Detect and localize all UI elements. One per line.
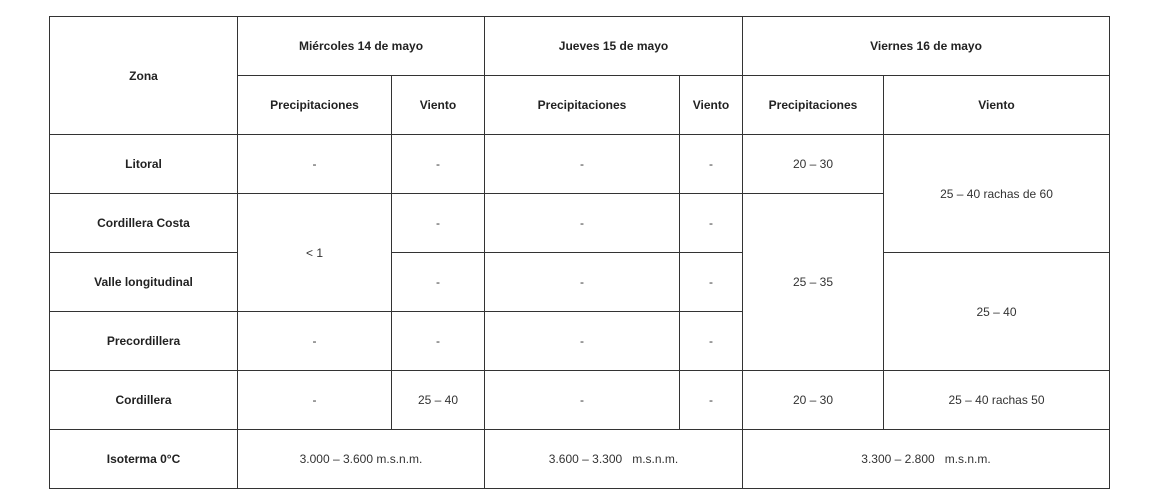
table-row — [50, 135, 1110, 194]
zone-cell-cordillera-costa: Cordillera Costa — [50, 194, 238, 253]
vie-precip-cell: 20 – 30 — [743, 371, 884, 430]
precip-header: Precipitaciones — [238, 76, 392, 135]
jue-precip-cell: - — [485, 194, 680, 253]
jue-wind-cell: - — [680, 312, 743, 371]
forecast-table — [49, 16, 1110, 489]
zone-cell-litoral: Litoral — [50, 135, 238, 194]
mie-precip-cell: < 1 — [238, 194, 392, 312]
mie-wind-cell: 25 – 40 — [392, 371, 485, 430]
mie-precip-cell: - — [238, 135, 392, 194]
mie-wind-cell: - — [392, 253, 485, 312]
vie-wind-cell: 25 – 40 rachas 50 — [884, 371, 1110, 430]
zone-cell-valle-longitudinal: Valle longitudinal — [50, 253, 238, 312]
mie-precip-cell: - — [238, 371, 392, 430]
jue-wind-cell: - — [680, 371, 743, 430]
precip-header: Precipitaciones — [485, 76, 680, 135]
wind-header: Viento — [680, 76, 743, 135]
jue-precip-cell: - — [485, 371, 680, 430]
table-row-isoterma — [50, 430, 1110, 489]
zone-header: Zona — [50, 17, 238, 135]
zone-cell-cordillera: Cordillera — [50, 371, 238, 430]
isoterma-wednesday: 3.000 – 3.600 m.s.n.m. — [238, 430, 485, 489]
isoterma-friday: 3.300 – 2.800 m.s.n.m. — [743, 430, 1110, 489]
day-header-thursday: Jueves 15 de mayo — [485, 17, 743, 76]
jue-precip-cell: - — [485, 253, 680, 312]
wind-header: Viento — [392, 76, 485, 135]
wind-header: Viento — [884, 76, 1110, 135]
zone-cell-precordillera: Precordillera — [50, 312, 238, 371]
table-row — [50, 253, 1110, 312]
isoterma-label: Isoterma 0°C — [50, 430, 238, 489]
mie-wind-cell: - — [392, 312, 485, 371]
isoterma-thursday: 3.600 – 3.300 m.s.n.m. — [485, 430, 743, 489]
vie-wind-cell: 25 – 40 — [884, 253, 1110, 371]
vie-precip-cell: 25 – 35 — [743, 194, 884, 371]
jue-precip-cell: - — [485, 312, 680, 371]
table-row — [50, 371, 1110, 430]
precip-header: Precipitaciones — [743, 76, 884, 135]
jue-wind-cell: - — [680, 253, 743, 312]
day-header-friday: Viernes 16 de mayo — [743, 17, 1110, 76]
jue-wind-cell: - — [680, 135, 743, 194]
mie-precip-cell: - — [238, 312, 392, 371]
jue-precip-cell: - — [485, 135, 680, 194]
header-row-days — [50, 17, 1110, 76]
mie-wind-cell: - — [392, 194, 485, 253]
mie-wind-cell: - — [392, 135, 485, 194]
vie-precip-cell: 20 – 30 — [743, 135, 884, 194]
vie-wind-cell: 25 – 40 rachas de 60 — [884, 135, 1110, 253]
day-header-wednesday: Miércoles 14 de mayo — [238, 17, 485, 76]
jue-wind-cell: - — [680, 194, 743, 253]
